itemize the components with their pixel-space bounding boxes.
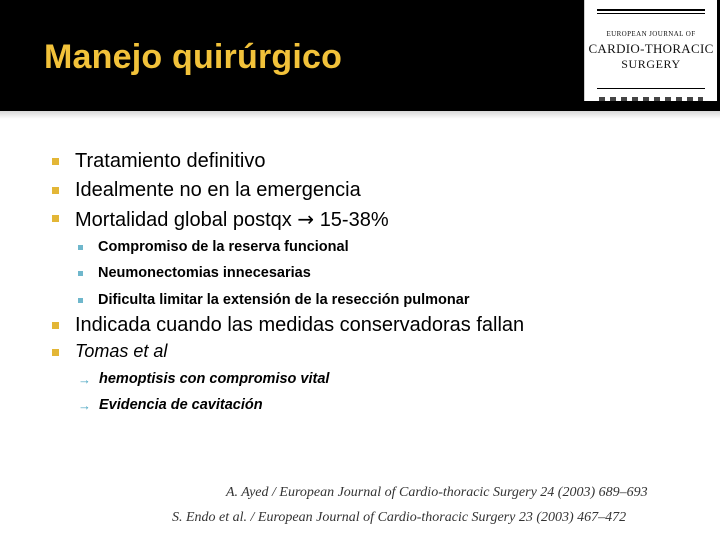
bullet-square-icon	[52, 215, 59, 222]
arrow-right-icon: →	[78, 398, 91, 413]
arrow-right-icon: →	[297, 207, 315, 231]
bullet-item: Indicada cuando las medidas conservadoras fallan	[75, 314, 525, 336]
slide-title: Manejo quirúrgico	[44, 38, 343, 76]
sub-bullet-square-icon	[78, 271, 83, 276]
logo-name-line2: SURGERY	[621, 57, 681, 71]
mortality-value: 15-38%	[319, 209, 389, 231]
bullet-square-icon	[52, 187, 59, 194]
bullet-item-mortality	[75, 207, 389, 232]
arrow-item: Evidencia de cavitación	[99, 397, 263, 413]
logo-dots	[599, 97, 703, 101]
bullet-square-icon	[52, 158, 59, 165]
mortality-text: Mortalidad global postqx	[75, 209, 292, 231]
bullet-item-author: Tomas et al	[75, 341, 168, 361]
bullet-square-icon	[52, 322, 59, 329]
arrow-right-icon: →	[78, 372, 91, 387]
sub-bullet-item: Dificulta limitar la extensión de la resección pulmonar	[98, 292, 470, 308]
reference-citation: S. Endo et al. / European Journal of Cardio-thoracic Surgery 23 (2003) 467–472	[172, 510, 627, 525]
reference-citation: A. Ayed / European Journal of Cardio-thoracic Surgery 24 (2003) 689–693	[226, 485, 648, 500]
journal-logo	[584, 0, 717, 101]
logo-name-line1: CARDIO-THORACIC	[588, 41, 714, 56]
bullet-item: Tratamiento definitivo	[75, 150, 266, 172]
arrow-item: hemoptisis con compromiso vital	[99, 371, 330, 387]
header-divider	[0, 111, 720, 119]
logo-rule	[597, 9, 705, 11]
logo-rule	[597, 88, 705, 89]
sub-bullet-item: Compromiso de la reserva funcional	[98, 239, 349, 255]
sub-bullet-item: Neumonectomias innecesarias	[98, 265, 311, 281]
sub-bullet-square-icon	[78, 245, 83, 250]
bullet-square-icon	[52, 349, 59, 356]
sub-bullet-square-icon	[78, 298, 83, 303]
logo-rule	[597, 13, 705, 14]
bullet-item: Idealmente no en la emergencia	[75, 179, 361, 201]
logo-journal-label: EUROPEAN JOURNAL OF	[606, 30, 696, 38]
